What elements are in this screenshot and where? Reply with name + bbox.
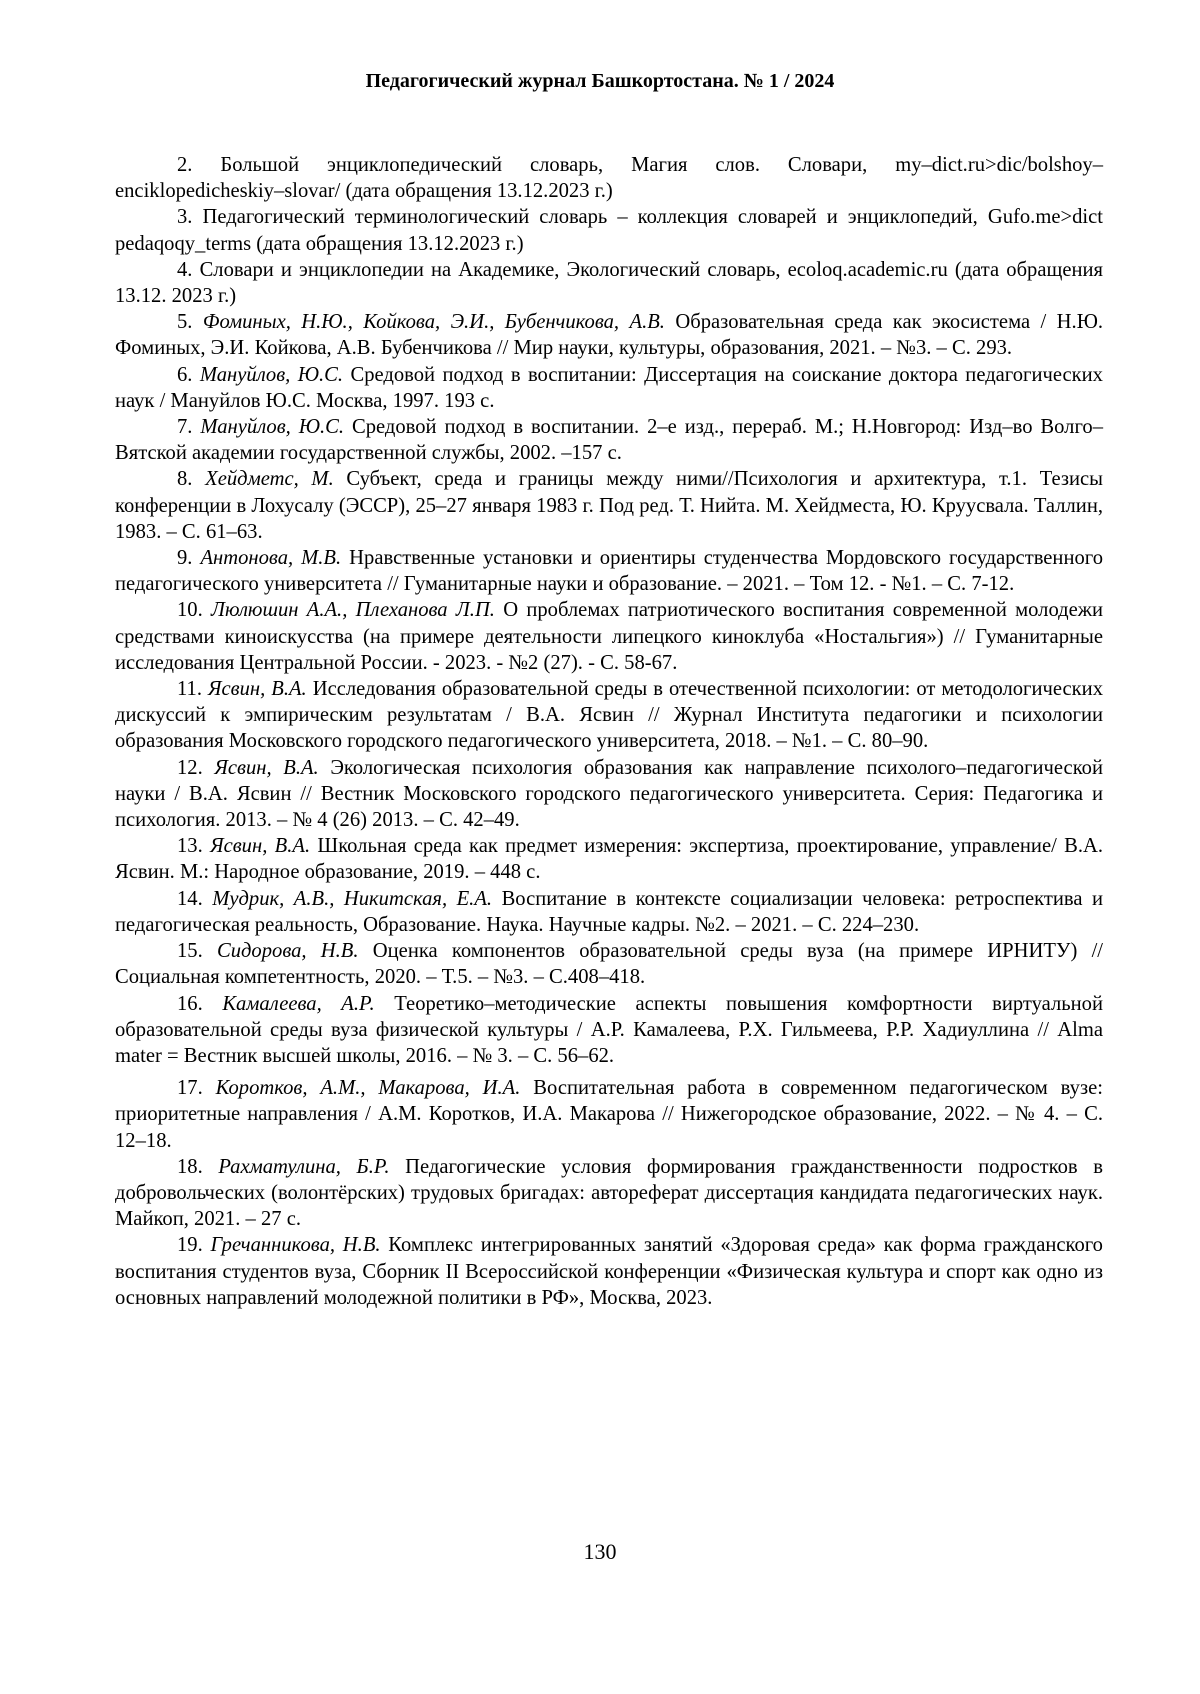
page-number: 130 bbox=[0, 1539, 1200, 1565]
reference-item bbox=[115, 1075, 1103, 1154]
reference-item bbox=[115, 938, 1103, 990]
reference-authors: Мануйлов, Ю.С. bbox=[200, 364, 343, 386]
reference-number: 9. bbox=[177, 547, 192, 569]
journal-header: Педагогический журнал Башкортостана. № 1 / 2024 bbox=[0, 68, 1200, 94]
reference-text: Исследования образовательной среды в отечественной психологии: от методологических дискуссий к эмпирическим результатам / В.А. Ясвин // Журнал Института педагогики и психологии образования Московского городского педагогического университета, 2018. – №1. – С. 80–90. bbox=[115, 678, 1103, 752]
reference-authors: Мудрик, А.В., Никитская, Е.А. bbox=[212, 888, 492, 910]
reference-authors: Гречанникова, Н.В. bbox=[211, 1234, 381, 1256]
reference-item bbox=[115, 466, 1103, 545]
reference-number: 11. bbox=[177, 678, 202, 700]
document-page bbox=[0, 0, 1200, 1694]
reference-number: 18. bbox=[177, 1156, 203, 1178]
reference-item bbox=[115, 755, 1103, 834]
reference-text: Экологическая психология образования как направление психолого–педагогической науки / В.А. Ясвин // Вестник Московского городского педагогического университета. Серия: Педагогика и психология. 2013. – № 4 (26) 2013. – С. 42–49. bbox=[115, 757, 1103, 831]
reference-number: 2. bbox=[177, 154, 192, 176]
reference-number: 7. bbox=[177, 416, 192, 438]
reference-text: Субъект, среда и границы между ними//Психология и архитектура, т.1. Тезисы конференции в Лохусалу (ЭССР), 25–27 января 1983 г. Под ред. Т. Нийта. М. Хейдместа, Ю. Круусвала. Таллин, 1983. – С. 61–63. bbox=[115, 468, 1103, 542]
reference-item bbox=[115, 991, 1103, 1070]
reference-number: 17. bbox=[177, 1077, 203, 1099]
reference-authors: Сидорова, Н.В. bbox=[217, 940, 359, 962]
reference-item bbox=[115, 152, 1103, 204]
reference-authors: Антонова, М.В. bbox=[200, 547, 341, 569]
reference-text: Воспитательная работа в современном педагогическом вузе: приоритетные направления / А.М. Коротков, И.А. Макарова // Нижегородское образование, 2022. – № 4. – С. 12–18. bbox=[115, 1077, 1103, 1151]
reference-number: 19. bbox=[177, 1234, 203, 1256]
reference-item bbox=[115, 676, 1103, 755]
reference-authors: Люлюшин А.А., Плеханова Л.П. bbox=[211, 599, 495, 621]
reference-text: Образовательная среда как экосистема / Н.Ю. Фоминых, Э.И. Койкова, А.В. Бубенчикова // Мир науки, культуры, образования, 2021. – №3. – С. 293. bbox=[115, 311, 1103, 359]
reference-text: Средовой подход в воспитании: Диссертация на соискание доктора педагогических наук / Мануйлов Ю.С. Москва, 1997. 193 с. bbox=[115, 364, 1103, 412]
reference-authors: Коротков, А.М., Макарова, И.А. bbox=[216, 1077, 521, 1099]
reference-authors: Мануйлов, Ю.С. bbox=[200, 416, 344, 438]
reference-number: 16. bbox=[177, 993, 203, 1015]
reference-authors: Хейдметс, М. bbox=[205, 468, 334, 490]
reference-authors: Ясвин, В.А. bbox=[210, 835, 310, 857]
reference-number: 10. bbox=[177, 599, 203, 621]
reference-authors: Рахматулина, Б.Р. bbox=[218, 1156, 389, 1178]
reference-item bbox=[115, 362, 1103, 414]
reference-item bbox=[115, 414, 1103, 466]
reference-item bbox=[115, 545, 1103, 597]
reference-number: 6. bbox=[177, 364, 192, 386]
reference-text: Комплекс интегрированных занятий «Здоровая среда» как форма гражданского воспитания студентов вуза, Сборник II Всероссийской конференции «Физическая культура и спорт как одно из основных направлений молодежной политики в РФ», Москва, 2023. bbox=[115, 1234, 1103, 1308]
reference-item bbox=[115, 257, 1103, 309]
reference-item bbox=[115, 886, 1103, 938]
reference-authors: Ясвин, В.А. bbox=[208, 678, 307, 700]
reference-text: Оценка компонентов образовательной среды вуза (на примере ИРНИТУ) // Социальная компетентность, 2020. – Т.5. – №3. – С.408–418. bbox=[115, 940, 1103, 988]
reference-authors: Фоминых, Н.Ю., Койкова, Э.И., Бубенчикова, А.В. bbox=[203, 311, 665, 333]
reference-number: 12. bbox=[177, 757, 203, 779]
reference-text: Теоретико–методические аспекты повышения комфортности виртуальной образовательной среды вуза физической культуры / А.Р. Камалеева, Р.Х. Гильмеева, Р.Р. Хадиуллина // Alma mater = Вестник высшей школы, 2016. – № 3. – С. 56–62. bbox=[115, 993, 1103, 1067]
reference-item bbox=[115, 204, 1103, 256]
reference-number: 13. bbox=[177, 835, 203, 857]
reference-item bbox=[115, 1154, 1103, 1233]
reference-item bbox=[115, 833, 1103, 885]
reference-text: О проблемах патриотического воспитания современной молодежи средствами киноискусства (на примере деятельности липецкого киноклуба «Ностальгия») // Гуманитарные исследования Центральной России. - 2023. - №2 (27). - С. 58-67. bbox=[115, 599, 1103, 673]
reference-number: 15. bbox=[177, 940, 203, 962]
reference-authors: Ясвин, В.А. bbox=[214, 757, 318, 779]
reference-number: 14. bbox=[177, 888, 203, 910]
reference-number: 4. bbox=[177, 259, 192, 281]
reference-number: 5. bbox=[177, 311, 192, 333]
reference-item bbox=[115, 1232, 1103, 1311]
reference-text: Средовой подход в воспитании. 2–е изд., перераб. М.; Н.Новгород: Изд–во Волго–Вятской академии государственной службы, 2002. –157 с. bbox=[115, 416, 1103, 464]
reference-item bbox=[115, 597, 1103, 676]
reference-text: Воспитание в контексте социализации человека: ретроспектива и педагогическая реальность, Образование. Наука. Научные кадры. №2. – 2021. – С. 224–230. bbox=[115, 888, 1103, 936]
reference-authors: Камалеева, А.Р. bbox=[222, 993, 374, 1015]
reference-list bbox=[115, 152, 1103, 1311]
reference-text: Школьная среда как предмет измерения: экспертиза, проектирование, управление/ В.А. Ясвин. М.: Народное образование, 2019. – 448 с. bbox=[115, 835, 1103, 883]
reference-text: Нравственные установки и ориентиры студенчества Мордовского государственного педагогического университета // Гуманитарные науки и образование. – 2021. – Том 12. - №1. – С. 7-12. bbox=[115, 547, 1103, 595]
reference-text: Словари и энциклопедии на Академике, Экологический словарь, ecoloq.academic.ru (дата обращения 13.12. 2023 г.) bbox=[115, 259, 1103, 307]
reference-text: Педагогический терминологический словарь – коллекция словарей и энциклопедий, Gufo.me>dict pedaqoqy_terms (дата обращения 13.12.2023 г.) bbox=[115, 206, 1103, 254]
reference-number: 8. bbox=[177, 468, 192, 490]
reference-text: Большой энциклопедический словарь, Магия слов. Словари, my–dict.ru>dic/bolshoy–enciklopedicheskiy–slovar/ (дата обращения 13.12.2023 г.) bbox=[115, 154, 1103, 202]
reference-number: 3. bbox=[177, 206, 192, 228]
reference-text: Педагогические условия формирования гражданственности подростков в добровольческих (волонтёрских) трудовых бригадах: автореферат диссертация кандидата педагогических наук. Майкоп, 2021. – 27 с. bbox=[115, 1156, 1103, 1230]
reference-item bbox=[115, 309, 1103, 361]
